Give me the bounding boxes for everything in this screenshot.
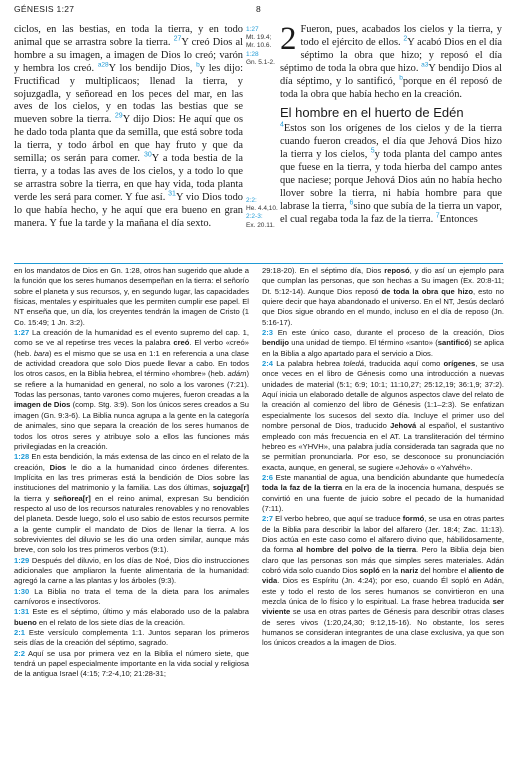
study-note <box>14 628 249 649</box>
text-run: Este manantial de agua, una bendición abundante que humedecía <box>272 472 504 482</box>
verse-number: 30 <box>143 151 152 159</box>
bold-term: aliento de vida <box>262 565 505 586</box>
text-run: Y bendijo Dios al día séptimo, y lo santificó, <box>280 62 502 87</box>
bold-term: bendijo <box>262 338 289 348</box>
bold-term: Jehová <box>390 421 417 431</box>
cross-reference: Mr. 10.6. <box>246 42 272 50</box>
divider-rule <box>14 263 503 264</box>
text-run: y les dijo: Fructificad y multiplicaos; llenad la tierra, y sojuzgadla, y señoread en los peces del mar, en las aves de los cielos, y en todas las bestias que se mueven sobre la tierra. <box>14 62 244 126</box>
cross-reference: Ex. 20.11. <box>246 221 275 229</box>
bold-term: reposó <box>384 266 410 275</box>
study-note <box>14 328 249 452</box>
bold-term: sojuzga[r] <box>212 483 249 493</box>
bible-text-genesis-2 <box>280 21 503 227</box>
text-run: y toda planta del campo antes que fuese en la tierra, y toda hierba del campo antes que naciese; porque Jehová Dios aún no había hecho llover sobre la tierra, ni había hombre para que labrase la tierra, <box>280 149 503 212</box>
cross-references-top <box>246 26 280 67</box>
bold-term: señorea[r] <box>53 493 91 503</box>
bold-term: Dios <box>49 462 67 472</box>
text-run: Y los bendijo Dios, <box>108 62 197 74</box>
text-run: ) se aplica en la Biblia a algo apartado para el servicio a Dios. <box>262 338 504 358</box>
cross-reference: 2:2: <box>246 197 257 204</box>
cross-reference: 1:27 <box>246 26 259 33</box>
bold-term: nariz <box>400 565 419 575</box>
text-run: Fueron, pues, acabados los cielos y la tierra, y todo el ejército de ellos. <box>300 24 502 48</box>
bold-term: bueno <box>14 617 37 627</box>
page-header <box>0 0 515 22</box>
cross-references-middle <box>246 197 280 230</box>
text-run: , se usa en otras partes de la Biblia para describir la labor del alfarero (Jer. 18:4; Zac. 11:13). Dios actúa en este caso como el alfarero divino que, hábilidosamente, da forma <box>262 514 504 555</box>
text-run: Este es el séptimo, último y más elaborado uso de la palabra <box>29 607 249 617</box>
study-note <box>14 587 249 608</box>
footnote-marker: a28 <box>97 61 109 69</box>
verse-number: 2 <box>403 35 408 43</box>
footnote-marker: b <box>399 74 403 82</box>
text-run: Este versículo complementa 1:1. Juntos separan los primeros seis días de la creación del séptimo, sagrado. <box>14 628 249 648</box>
cross-reference: Gn. 5.1-2. <box>246 58 275 66</box>
note-reference: 2:1 <box>14 628 25 638</box>
text-run: Entonces <box>439 213 478 225</box>
note-reference: 2:6 <box>262 472 273 482</box>
note-reference: 1:28 <box>14 452 30 462</box>
text-run: sino que subía de la tierra un vapor, el cual regaba toda la faz de la tierra. <box>280 200 502 225</box>
bible-text-genesis-1 <box>14 24 243 231</box>
text-run: del hombre el <box>418 565 469 575</box>
text-run: le dio a la humanidad cinco órdenes diferentes. Implícita en las tres primeras está la bendición de Dios sobre las instituciones del matrimonio y la familia. Las dos últimas, <box>14 462 249 493</box>
cross-reference: Mt. 19.4; <box>246 34 272 42</box>
text-run: Después del diluvio, en los días de Noé, Dios dio instrucciones adicionales que ampliaron la fuente alimentaria de la humanidad: agregó la carne a las plantas y los árboles (9:3). <box>14 555 249 586</box>
text-run: en la era de la inocencia humana, después se convirtió en una fuente de juicio sobre el pecado de la humanidad (7:11). <box>262 483 505 513</box>
footnote-marker: b <box>196 61 200 69</box>
text-run: , y dio así un ejemplo para que cumplan las personas, que son hechas a Su imagen (Ex. 20:8-11; Dt. 5:12-14). Aunque Dios reposó <box>262 266 504 296</box>
text-run: en los mandatos de Dios en Gn. 1:28, otros han sugerido que alude a la función que los seres humanos desempeñan en la tierra: el señorío sobre el planeta y sus recursos, y, en segundo lugar, las capacidades físicas, mentales y espirituales que les permiten cumplir ese papel. El NT enseña que, un día, los creyentes tendrán la imagen de Cristo (1 Co. 15:49; 1 Jn. 3:2). <box>14 266 249 327</box>
running-head-reference: GÉNESIS 1:27 <box>14 4 75 14</box>
note-reference: 2:4 <box>262 359 273 369</box>
text-run: porque en él reposó de toda la obra que había hecho en la creación. <box>280 75 502 100</box>
verse-number: 29 <box>114 112 123 120</box>
cross-reference: 1:28 <box>246 50 259 58</box>
cross-reference: 2:2-3: <box>246 213 263 221</box>
text-run: Y a toda bestia de la tierra, y a todas las aves de los cielos, y a todo lo que se arrastra sobre la tierra, en que hay vida, toda planta verde les será para comer. Y fue así. <box>14 153 243 203</box>
verse-number: 4 <box>280 121 284 129</box>
verse-number: 27 <box>173 35 182 43</box>
text-run: al español, el sustantivo empleado con más frecuencia en el AT. La transliteración del término hebreo es «YHVH», una palabra judía considerada tan sagrada que no se permitían pronunciarla. Por eso, se desconoce su pronunciación exacta, aunque, en general, se sugiere «Jehová» o «Yahvéh». <box>262 421 504 472</box>
text-run: Y dijo Dios: He aquí que os he dado toda planta que da semilla, que está sobre toda la tierra, y todo árbol en que hay fruto y que da semilla; os serán para comer. <box>14 114 243 165</box>
text-run: . Pero la Biblia deja bien claro que las personas son más que simples seres materiales. Adán cobró vida solo cuando Dios <box>262 545 505 575</box>
text-run: Estos son los orígenes de los cielos y de la tierra cuando fueron creados, el día que Jehová Dios hizo la tierra y los cielos, <box>280 123 502 161</box>
text-run: (comp. Stg. 3:9). Son los únicos seres creados a Su imagen (Gn. 9:3-6). La Biblia nunca agrupa a la gente en la categoría de animales, sino que separa la creación de los seres humanos de todos los otros seres y atribuye solo a ellos las funciones más privilegiadas en la creación. <box>14 400 249 451</box>
text-run: ) es el mismo que se usa en 1:1 en referencia a una clase de actividad creadora que solo Dios puede llevar a cabo. En todos los otros casos, en la Biblia hebrea, el término «hombre» (heb. <box>14 348 249 379</box>
text-run: se usa en otras partes de Génesis para describir otras clases de seres vivos (1:20,24,30; 9:12,15-16). No obstante, los seres humanos se consideran integrantes de una clase exclusiva, ya que son los únicos creados a la imagen de Dios. <box>262 607 504 648</box>
text-run: una unidad de tiempo. El término «santo» ( <box>289 338 438 348</box>
study-note <box>14 556 249 587</box>
study-note <box>14 266 249 328</box>
text-run: , se usa once veces en el libro de Génesis como una introducción a nuevas unidades de material (5:1; 6:9; 10:1; 11:10,27; 25:12,19; 36:1,9; 37:2). Aquí inicia un elaborado detalle de algunos aspectos clave del relato de la creación al comienzo del libro de Génesis (1:1–2:3). Se enfatizan especialmente los sucesos del sexto día. Incluye el primer uso del nombre personal de Dios, traducido <box>262 359 505 431</box>
bold-term: orígenes <box>443 359 476 369</box>
text-run: en el reino animal, expresan Su bendición respecto al uso de los recursos naturales renovables y no renovables del planeta. Desde luego, solo el uso sabio de estos recursos permite a la gente cumplir el mandato de Dios de llenar la tierra. A los sobrevivientes del diluvio se les dio una orden similar, aunque más breve, con solo los tres primeros verbos (9:1). <box>14 493 249 555</box>
study-note <box>262 514 504 648</box>
text-run: Y vio Dios todo lo que había hecho, y he aquí que era bueno en gran manera. Y fue la tarde y la mañana el día sexto. <box>14 191 243 229</box>
study-note <box>14 607 249 628</box>
text-run: La palabra hebrea <box>272 359 344 369</box>
text-run: 29:18-20). En el séptimo día, Dios <box>262 266 385 275</box>
note-reference: 1:31 <box>14 607 30 617</box>
text-run: El verbo hebreo, que aquí se traduce <box>272 514 403 524</box>
bold-term: toda la faz de la tierra <box>262 483 343 493</box>
footnote-marker: a3 <box>421 61 429 69</box>
text-run: , esto no quiere decir que haya abandonado el universo. En el NT, Jesús declaró que Dios sigue obrando en el mundo, incluso en el día de reposo (Jn. 5:16-17). <box>262 286 504 327</box>
study-notes-right-column <box>262 266 504 649</box>
bold-term: al hombre del polvo de la tierra <box>296 545 417 555</box>
note-reference: 1:30 <box>14 586 30 596</box>
bold-term: imagen de Dios <box>14 400 71 410</box>
verse-number: 31 <box>168 190 176 198</box>
note-reference: 2:3 <box>262 328 273 338</box>
verse-number: 7 <box>435 212 440 220</box>
study-note <box>262 328 504 359</box>
bold-term: santificó <box>437 338 470 348</box>
text-run: , traducida aquí como <box>363 359 444 369</box>
study-notes-left-column <box>14 266 249 680</box>
text-run: La Biblia no trata el tema de la dieta para los animales carnívoros e insectívoros. <box>14 586 249 606</box>
note-reference: 2:2 <box>14 648 25 658</box>
text-run: . El verbo «creó» (heb. <box>14 338 249 358</box>
italic-term: toledá <box>343 359 364 369</box>
text-run: en el relato de los siete días de la creación. <box>36 617 185 627</box>
text-run: la tierra y <box>14 493 54 503</box>
cross-reference: He. 4.4,10. <box>246 205 278 213</box>
study-note <box>14 452 249 555</box>
study-note <box>262 359 504 473</box>
note-reference: 1:27 <box>14 328 30 338</box>
page-number: 8 <box>256 4 261 14</box>
study-note <box>14 649 249 680</box>
text-run: ) se refiere a la humanidad en general, no solo a los varones (7:21). Todas las personas, tanto varones como mujeres, fueron creadas a la <box>14 369 249 400</box>
note-reference: 2:7 <box>262 514 273 524</box>
verse-number: 5 <box>370 147 375 155</box>
bold-term: creó <box>173 338 190 348</box>
chapter-number: 2 <box>280 21 297 57</box>
text-run: La creación de la humanidad es el evento supremo del cap. 1, como se ve al repetirse tres veces la palabra <box>14 328 249 348</box>
text-run: Y creó Dios al hombre a su imagen, a imagen de Dios lo creó; varón y hembra los creó. <box>14 36 243 74</box>
bold-term: formó <box>402 514 425 524</box>
italic-term: adám <box>227 369 247 379</box>
verse-number: 6 <box>349 199 354 207</box>
text-run: En este único caso, durante el proceso de la creación, Dios <box>272 328 504 338</box>
text-run: . Dios es Espíritu (Jn. 4:24); por eso, cuando Él sopló en Adán, este y todo el resto de los seres humanos se convirtieron en una mezcla única de lo físico y lo espiritual. La frase hebrea traducida <box>262 576 504 606</box>
study-note <box>262 473 504 514</box>
bold-term: de toda la obra que hizo <box>381 286 473 296</box>
text-run: En esta bendición, la más extensa de las cinco en el relato de la creación, <box>14 452 249 472</box>
study-note <box>262 266 504 328</box>
section-heading: El hombre en el huerto de Edén <box>280 105 464 121</box>
text-run: ciclos, en las bestias, en toda la tierra, y en todo animal que se arrastra sobre la tierra. <box>14 24 243 48</box>
note-reference: 1:29 <box>14 555 30 565</box>
bold-term: ser viviente <box>262 597 504 617</box>
italic-term: bara <box>33 348 50 358</box>
text-run: Y acabó Dios en el día séptimo la obra que hizo; y reposó el día séptimo de toda la obra que hizo. <box>280 36 502 74</box>
text-run: en la <box>379 565 401 575</box>
text-run: Aquí se usa por primera vez en la Biblia el número siete, que tendrá un papel especialmente importante en la vida social y religiosa de la antigua Israel (4:15; 7:2-4,10; 21:28-31; <box>14 648 249 679</box>
bold-term: sopló <box>359 565 380 575</box>
